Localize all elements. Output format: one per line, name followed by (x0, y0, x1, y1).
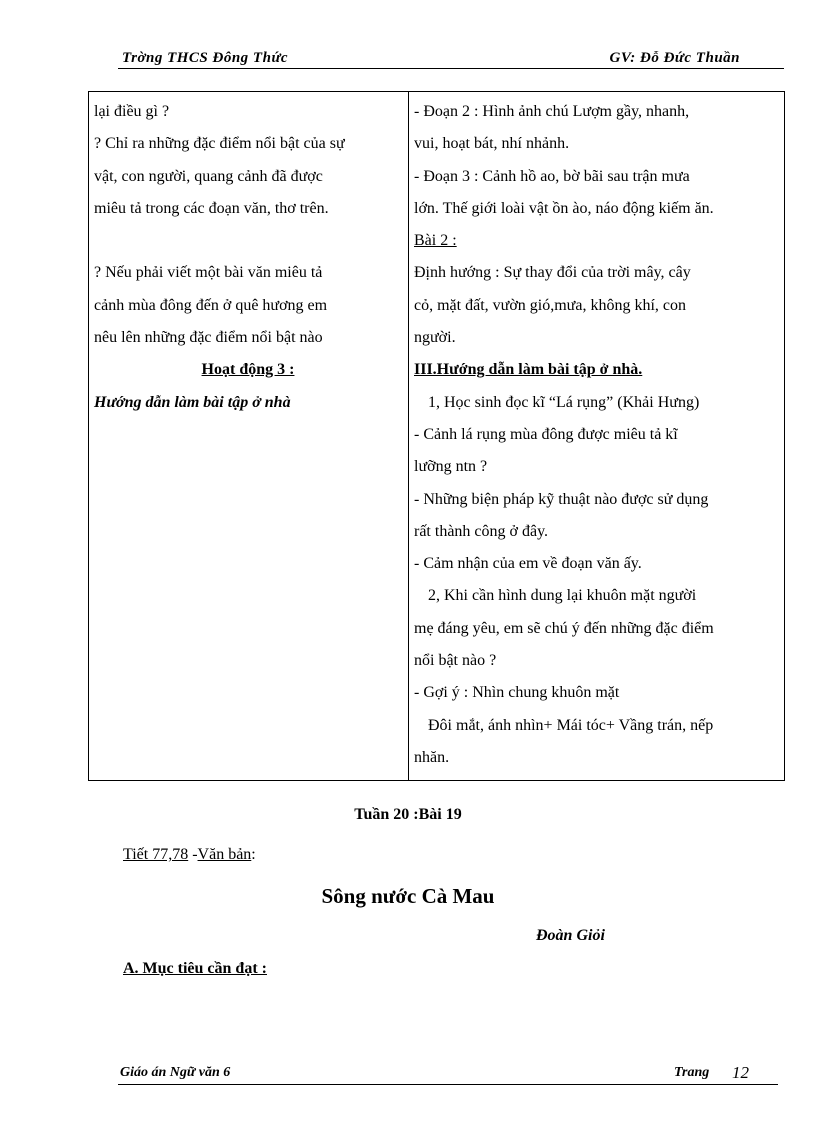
exercise-2-heading: Bài 2 : (414, 232, 457, 250)
question-line: lại điều gì ? (94, 103, 170, 120)
lesson-dash: - (188, 846, 198, 863)
content-line: lưỡng ntn ? (414, 458, 488, 476)
activity-text: Hướng dẫn làm bài tập ở nhà (94, 393, 291, 411)
content-line: cỏ, mặt đất, vườn gió,mưa, không khí, con (414, 296, 686, 314)
page-footer (118, 1064, 778, 1085)
lesson-line (123, 846, 256, 864)
content-line: Định hướng : Sự thay đổi của trời mây, cây (414, 264, 691, 282)
page-header (118, 48, 784, 69)
page-number: 12 (732, 1063, 749, 1082)
content-line: - Cảm nhận của em về đoạn văn ấy. (414, 555, 642, 573)
lesson-colon: : (251, 846, 256, 863)
question-line: cảnh mùa đông đến ở quê hương em (94, 296, 328, 314)
lesson-type: Văn bản (197, 846, 252, 863)
content-cell (409, 92, 785, 781)
section-a-heading: A. Mục tiêu cần đạt : (123, 960, 267, 977)
content-line: người. (414, 329, 456, 347)
content-line: lớn. Thế giới loài vật ồn ào, náo động kiếm ăn. (414, 199, 714, 217)
content-line: Đôi mắt, ánh nhìn+ Mái tóc+ Vầng trán, nếp (428, 716, 714, 734)
question-line: miêu tả trong các đoạn văn, thơ trên. (94, 199, 329, 217)
table-row (89, 92, 785, 781)
content-line: - Gợi ý : Nhìn chung khuôn mặt (414, 684, 620, 702)
school-name: Trờng THCS Đông Thức (122, 50, 289, 66)
question-line: ? Chỉ ra những đặc điểm nổi bật của sự (94, 135, 345, 153)
content-line: - Cảnh lá rụng mùa đông được miêu tả kĩ (414, 425, 678, 443)
question-line: vật, con người, quang cảnh đã được (94, 167, 323, 185)
content-line: vui, hoạt bát, nhí nhảnh. (414, 135, 570, 153)
content-line: - Đoạn 3 : Cảnh hồ ao, bờ bãi sau trận mưa (414, 167, 690, 185)
page-title: Sông nước Cà Mau (321, 884, 495, 908)
activity-heading: Hoạt động 3 : (201, 361, 295, 379)
content-line: rất thành công ở đây. (414, 522, 549, 540)
lesson-table (88, 91, 785, 781)
content-line: - Những biện pháp kỹ thuật nào được sử dụng (414, 490, 709, 508)
page-label: Trang (674, 1065, 710, 1080)
week-heading: Tuần 20 :Bài 19 (354, 806, 462, 823)
homework-2: 2, Khi cần hình dung lại khuôn mặt người (428, 587, 697, 605)
question-line: ? Nếu phải viết một bài văn miêu tả (94, 264, 323, 282)
blank-line (94, 225, 402, 257)
lesson-period: Tiết 77,78 (123, 846, 189, 863)
content-line: mẹ đáng yêu, em sẽ chú ý đến những đặc điểm (414, 619, 714, 637)
section-3-heading: III.Hướng dẫn làm bài tập ở nhà. (414, 361, 643, 379)
question-line: nêu lên những đặc điểm nổi bật nào (94, 329, 323, 347)
author-name: Đoàn Giỏi (536, 927, 605, 944)
content-line: nổi bật nào ? (414, 652, 497, 670)
content-line: nhăn. (414, 748, 450, 766)
teacher-name: GV: Đỗ Đức Thuần (609, 50, 740, 66)
footer-title: Giáo án Ngữ văn 6 (120, 1065, 231, 1080)
homework-1: 1, Học sinh đọc kĩ “Lá rụng” (Khải Hưng) (428, 393, 700, 411)
content-line: - Đoạn 2 : Hình ảnh chú Lượm gầy, nhanh, (414, 103, 690, 120)
teacher-activity-cell (89, 92, 409, 781)
